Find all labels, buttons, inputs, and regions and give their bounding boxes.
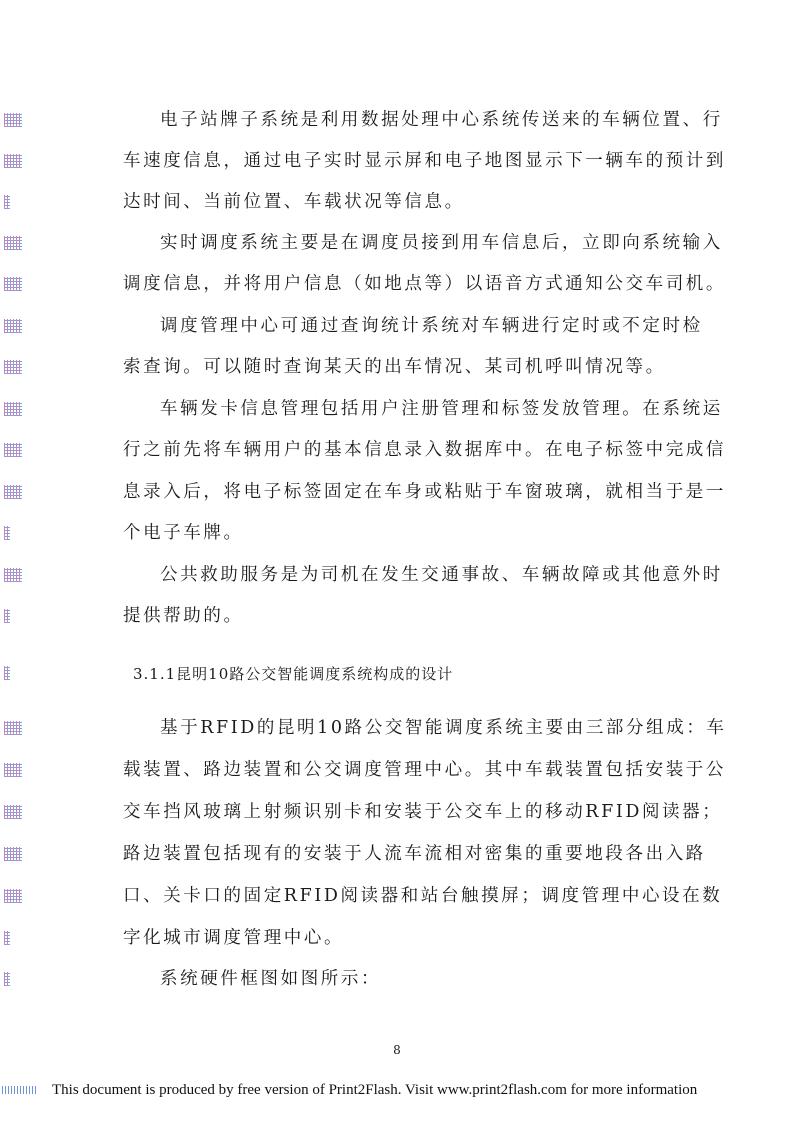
margin-artifact <box>4 972 10 986</box>
margin-artifact <box>4 277 22 291</box>
margin-artifact <box>4 402 22 416</box>
section-heading: 3.1.1昆明10路公交智能调度系统构成的设计 <box>133 665 454 683</box>
paragraph-line: 系统硬件框图如图所示： <box>160 969 382 989</box>
margin-artifact <box>4 319 22 333</box>
margin-artifact <box>4 236 22 250</box>
paragraph-line: 字化城市调度管理中心。 <box>123 928 345 948</box>
paragraph-line: 载装置、路边装置和公交调度管理中心。其中车载装置包括安装于公 <box>123 760 726 780</box>
paragraph-line: 行之前先将车辆用户的基本信息录入数据库中。在电子标签中完成信 <box>123 440 726 460</box>
margin-artifact <box>4 666 10 680</box>
paragraph-line: 基于RFID的昆明10路公交智能调度系统主要由三部分组成：车 <box>160 718 727 738</box>
margin-artifact <box>4 931 10 945</box>
margin-artifact <box>4 721 22 735</box>
margin-artifact <box>4 360 22 374</box>
page-number: 8 <box>393 1043 401 1057</box>
margin-artifact <box>4 485 22 499</box>
paragraph-line: 实时调度系统主要是在调度员接到用车信息后，立即向系统输入 <box>160 233 723 253</box>
margin-artifact <box>4 113 22 127</box>
margin-artifact <box>4 609 10 623</box>
watermark-footer: This document is produced by free version of Print2Flash. Visit www.print2flash.com for more information <box>52 1082 698 1098</box>
paragraph-line: 公共救助服务是为司机在发生交通事故、车辆故障或其他意外时 <box>160 565 723 585</box>
paragraph-line: 调度管理中心可通过查询统计系统对车辆进行定时或不定时检 <box>160 316 703 336</box>
paragraph-line: 电子站牌子系统是利用数据处理中心系统传送来的车辆位置、行 <box>160 110 723 130</box>
paragraph-line: 调度信息，并将用户信息（如地点等）以语音方式通知公交车司机。 <box>123 274 726 294</box>
margin-artifact <box>4 847 22 861</box>
paragraph-line: 路边装置包括现有的安装于人流车流相对密集的重要地段各出入路 <box>123 844 706 864</box>
margin-artifact <box>4 526 10 540</box>
margin-artifact <box>4 154 22 168</box>
paragraph-line: 个电子车牌。 <box>123 523 244 543</box>
paragraph-line: 口、关卡口的固定RFID阅读器和站台触摸屏；调度管理中心设在数 <box>123 886 723 906</box>
paragraph-line: 索查询。可以随时查询某天的出车情况、某司机呼叫情况等。 <box>123 357 666 377</box>
paragraph-line: 车速度信息，通过电子实时显示屏和电子地图显示下一辆车的预计到 <box>123 151 726 171</box>
margin-artifact <box>4 763 22 777</box>
paragraph-line: 息录入后，将电子标签固定在车身或粘贴于车窗玻璃，就相当于是一 <box>123 482 726 502</box>
margin-artifact <box>4 805 22 819</box>
paragraph-line: 车辆发卡信息管理包括用户注册管理和标签发放管理。在系统运 <box>160 399 723 419</box>
paragraph-line: 交车挡风玻璃上射频识别卡和安装于公交车上的移动RFID阅读器； <box>123 802 723 822</box>
margin-artifact <box>4 195 10 209</box>
margin-artifact <box>4 568 22 582</box>
footer-artifact <box>2 1086 38 1094</box>
margin-artifact <box>4 889 22 903</box>
paragraph-line: 提供帮助的。 <box>123 606 244 626</box>
paragraph-line: 达时间、当前位置、车载状况等信息。 <box>123 192 465 212</box>
margin-artifact <box>4 443 22 457</box>
